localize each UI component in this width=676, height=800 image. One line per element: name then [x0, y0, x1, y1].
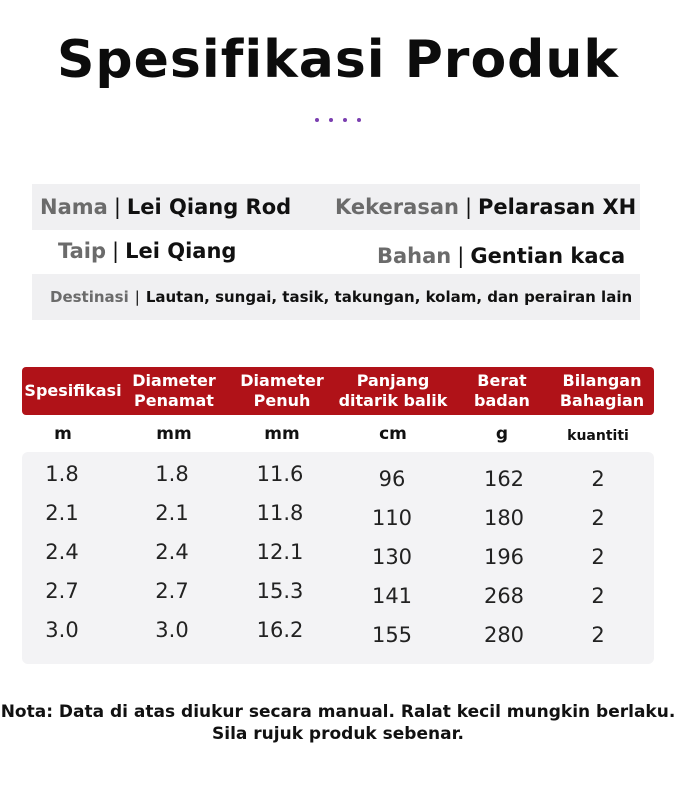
table-cell: 162	[483, 467, 525, 491]
spec-nama: Nama | Lei Qiang Rod	[40, 195, 292, 219]
table-cell: 2	[591, 467, 605, 491]
unit-label: cm	[379, 424, 407, 444]
table-cell: 12.1	[256, 540, 304, 564]
table-row	[22, 462, 654, 501]
spec-row-3	[32, 274, 640, 320]
spec-label: Bahan	[377, 244, 452, 268]
spec-value: Gentian kaca	[470, 244, 626, 268]
table-row	[22, 540, 654, 579]
spec-destinasi: Destinasi | Lautan, sungai, tasik, takungan, kolam, dan perairan lain	[50, 288, 633, 306]
table-cell: 2	[591, 545, 605, 569]
dot-icon	[357, 118, 361, 122]
column-header: Spesifikasi	[24, 381, 122, 400]
table-cell: 130	[371, 545, 413, 569]
table-row	[22, 579, 654, 618]
table-header	[22, 367, 654, 415]
column-header: Panjang ditarik balik	[338, 371, 448, 410]
column-header: Diameter Penamat	[132, 371, 216, 410]
table-cell: 3.0	[155, 618, 189, 642]
spec-row-2	[32, 230, 640, 274]
column-header: Bilangan Bahagian	[559, 371, 645, 410]
spec-label: Destinasi	[50, 288, 129, 306]
table-cell: 2	[591, 623, 605, 647]
table-cell: 16.2	[256, 618, 304, 642]
unit-label: mm	[156, 424, 192, 444]
page-title: Spesifikasi Produk	[56, 30, 620, 90]
table-cell: 280	[483, 623, 525, 647]
table-cell: 11.8	[256, 501, 304, 525]
table-cell: 96	[378, 467, 406, 491]
table-row	[22, 501, 654, 540]
spec-value: Lei Qiang Rod	[126, 195, 292, 219]
spec-value: Lei Qiang	[125, 239, 237, 263]
unit-label: g	[495, 424, 509, 444]
spec-bahan: Bahan | Gentian kaca	[377, 244, 626, 268]
spec-taip: Taip | Lei Qiang	[58, 239, 237, 263]
dot-icon	[329, 118, 333, 122]
table-cell: 2.4	[45, 540, 79, 564]
table-cell: 141	[371, 584, 413, 608]
table-cell: 2.1	[45, 501, 79, 525]
unit-label: kuantiti	[567, 428, 629, 444]
table-cell: 268	[483, 584, 525, 608]
table-cell: 2	[591, 506, 605, 530]
spec-value: Pelarasan XH	[478, 195, 637, 219]
footnote: Nota: Data di atas diukur secara manual. Ralat kecil mungkin berlaku. Sila rujuk produk sebenar.	[0, 702, 676, 744]
table-cell: 1.8	[45, 462, 79, 486]
column-header: Diameter Penuh	[240, 371, 324, 410]
dot-icon	[343, 118, 347, 122]
table-row	[22, 618, 654, 657]
table-cell: 196	[483, 545, 525, 569]
table-cell: 1.8	[155, 462, 189, 486]
decorative-dots	[0, 118, 676, 122]
table-body	[22, 452, 654, 664]
table-cell: 2	[591, 584, 605, 608]
spec-label: Nama	[40, 195, 108, 219]
table-cell: 155	[371, 623, 413, 647]
table-cell: 2.1	[155, 501, 189, 525]
dot-icon	[315, 118, 319, 122]
table-cell: 15.3	[256, 579, 304, 603]
table-cell: 2.7	[45, 579, 79, 603]
table-cell: 11.6	[256, 462, 304, 486]
column-header: Berat badan	[474, 371, 530, 410]
table-cell: 3.0	[45, 618, 79, 642]
spec-row-1	[32, 184, 640, 230]
spec-label: Taip	[58, 239, 107, 263]
spec-value: Lautan, sungai, tasik, takungan, kolam, dan perairan lain	[145, 288, 633, 306]
table-cell: 2.4	[155, 540, 189, 564]
spec-label: Kekerasan	[335, 195, 459, 219]
unit-label: m	[54, 424, 72, 444]
table-cell: 2.7	[155, 579, 189, 603]
unit-label: mm	[264, 424, 300, 444]
spec-kekerasan: Kekerasan | Pelarasan XH	[335, 195, 637, 219]
table-cell: 180	[483, 506, 525, 530]
table-cell: 110	[371, 506, 413, 530]
